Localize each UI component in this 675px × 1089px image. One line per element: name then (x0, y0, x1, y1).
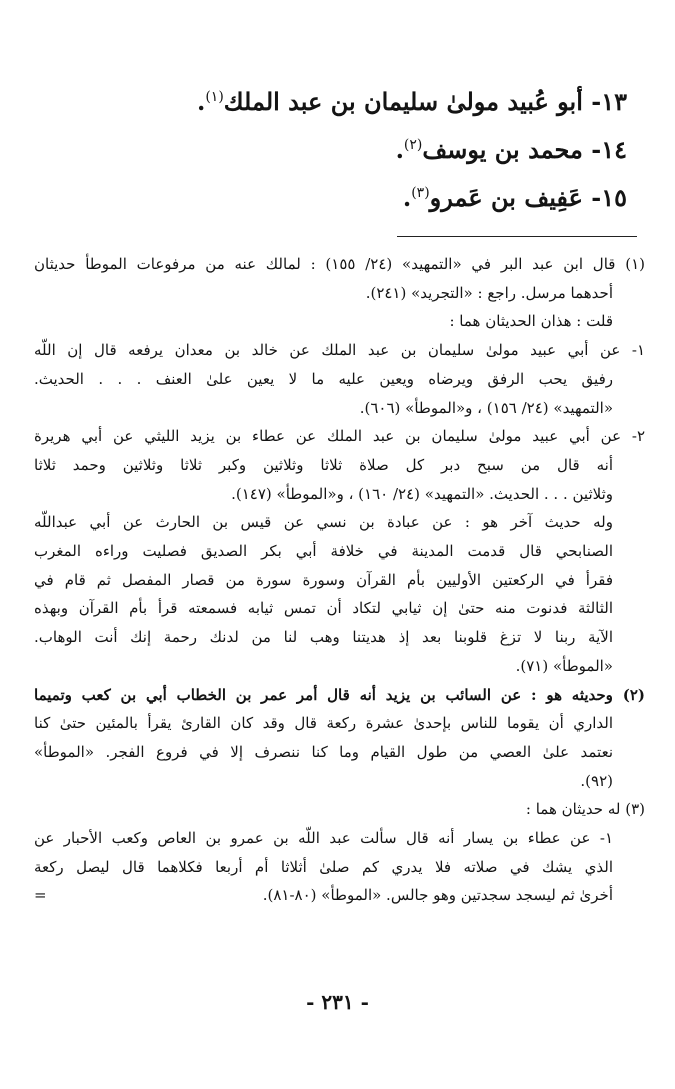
entry-text: ١٥- عَفِيف بن عَمرو (429, 183, 627, 212)
footnote-line: (٢) وحديثه هو : عن السائب بن يزيد أنه قال أمر عمر بن الخطاب أبي بن كعب وتميما (34, 685, 645, 704)
footnote-line: (٣) له حديثان هما : (525, 800, 645, 819)
narrator-entry (67, 126, 627, 174)
footnote-ref: (٢) (403, 137, 423, 153)
narrator-list (67, 78, 627, 222)
footnote-line: وله حديث آخر هو : عن عبادة بن نسي عن قيس بن الحارث عن أبي عبداللّه (34, 513, 613, 532)
footnote-line (34, 881, 645, 910)
footnote-line: أحدهما مرسل. راجع : «التجريد» (٢٤١). (365, 283, 613, 302)
footnote-line: ١- عن أبي عبيد مولىٰ سليمان بن عبد الملك عن خالد بن معدان يرفعه قال إن اللّه (34, 341, 645, 360)
footnote-line: الثالثة فدنوت منه حتىٰ إن ثيابي لتكاد أن تمس ثيابه فسمعته قرأ بأم القرآن وبهذه (34, 599, 613, 618)
footnote-line: أنه قال من سبح دبر كل صلاة ثلاثا وثلاثين وكبر ثلاثا وثلاثين وحمد ثلاثا (34, 455, 613, 474)
page-number: - ٢٣١ - (306, 990, 369, 1014)
footnote-ref: (١) (205, 89, 224, 105)
footnote-line: (٩٢). (580, 771, 613, 790)
footnote-line: الصنابحي قال قدمت المدينة في خلافة أبي بكر الصديق فصليت وراءه المغرب (34, 542, 613, 561)
footnote-line: (١) قال ابن عبد البر في «التمهيد» (٢٤/ ١٥٥) : لمالك عنه من مرفوعات الموطأ حديثان (34, 255, 645, 273)
footnote-line: ١- عن عطاء بن يسار أنه قال سألت عبد اللّه بن عمرو بن العاص وكعب الأحبار عن (34, 829, 613, 848)
footnote-line: الداري أن يقوما للناس بإحدىٰ عشرة ركعة قال وقد كان القارئ يقرأ بالمئين حتىٰ كنا (34, 714, 613, 733)
footnote-text: أخرىٰ ثم ليسجد سجدتين وهو جالس. «الموطأ» (٨٠-٨١). (262, 886, 613, 905)
footnote-line: قلت : هذان الحديثان هما : (449, 312, 613, 331)
footnote-line: «الموطأ» (٧١). (515, 656, 613, 675)
entry-end: . (196, 87, 206, 116)
footnote-line: «التمهيد» (٢٤/ ١٥٦) ، و«الموطأ» (٦٠٦). (359, 398, 613, 417)
footnote-ref: (٣) (411, 185, 430, 201)
footnote-line: وثلاثين . . . الحديث. «التمهيد» (٢٤/ ١٦٠) ، و«الموطأ» (١٤٧). (231, 484, 613, 503)
footnotes (34, 250, 645, 910)
footnote-line: الآية ربنا لا تزغ قلوبنا بعد إذ هديتنا وهب لنا من لدنك رحمة إنك أنت الوهاب. (34, 628, 613, 647)
footnote-line: نعتمد علىٰ العصي من طول القيام وما كنا ننصرف إلا في فروع الفجر. «الموطأ» (34, 742, 613, 761)
narrator-entry (67, 174, 627, 222)
entry-end: . (402, 183, 412, 212)
footnote-line: الذي يشك في صلاته فلا يدري كم صلىٰ أثلاثا أم أربعا فكلاهما قال ليصل ركعة (34, 857, 613, 876)
continuation-mark: = (34, 886, 47, 905)
entry-text: ١٤- محمد بن يوسف (422, 135, 627, 164)
narrator-entry (67, 78, 627, 126)
footnote-line: ٢- عن أبي عبيد مولىٰ سليمان بن عبد الملك عن عطاء بن يزيد الليثي عن أبي هريرة (34, 427, 645, 446)
footnote-separator (397, 236, 637, 237)
entry-text: ١٣- أبو عُبيد مولىٰ سليمان بن عبد الملك (223, 87, 627, 116)
entry-end: . (395, 135, 404, 164)
footnote-line: رفيق يحب الرفق ويرضاه ويعين عليه ما لا يعين علىٰ العنف . . . الحديث. (34, 369, 613, 388)
footnote-line: فقرأ في الركعتين الأوليين بأم القرآن وسورة سورة من قصار المفصل ثم قام في (34, 570, 613, 589)
